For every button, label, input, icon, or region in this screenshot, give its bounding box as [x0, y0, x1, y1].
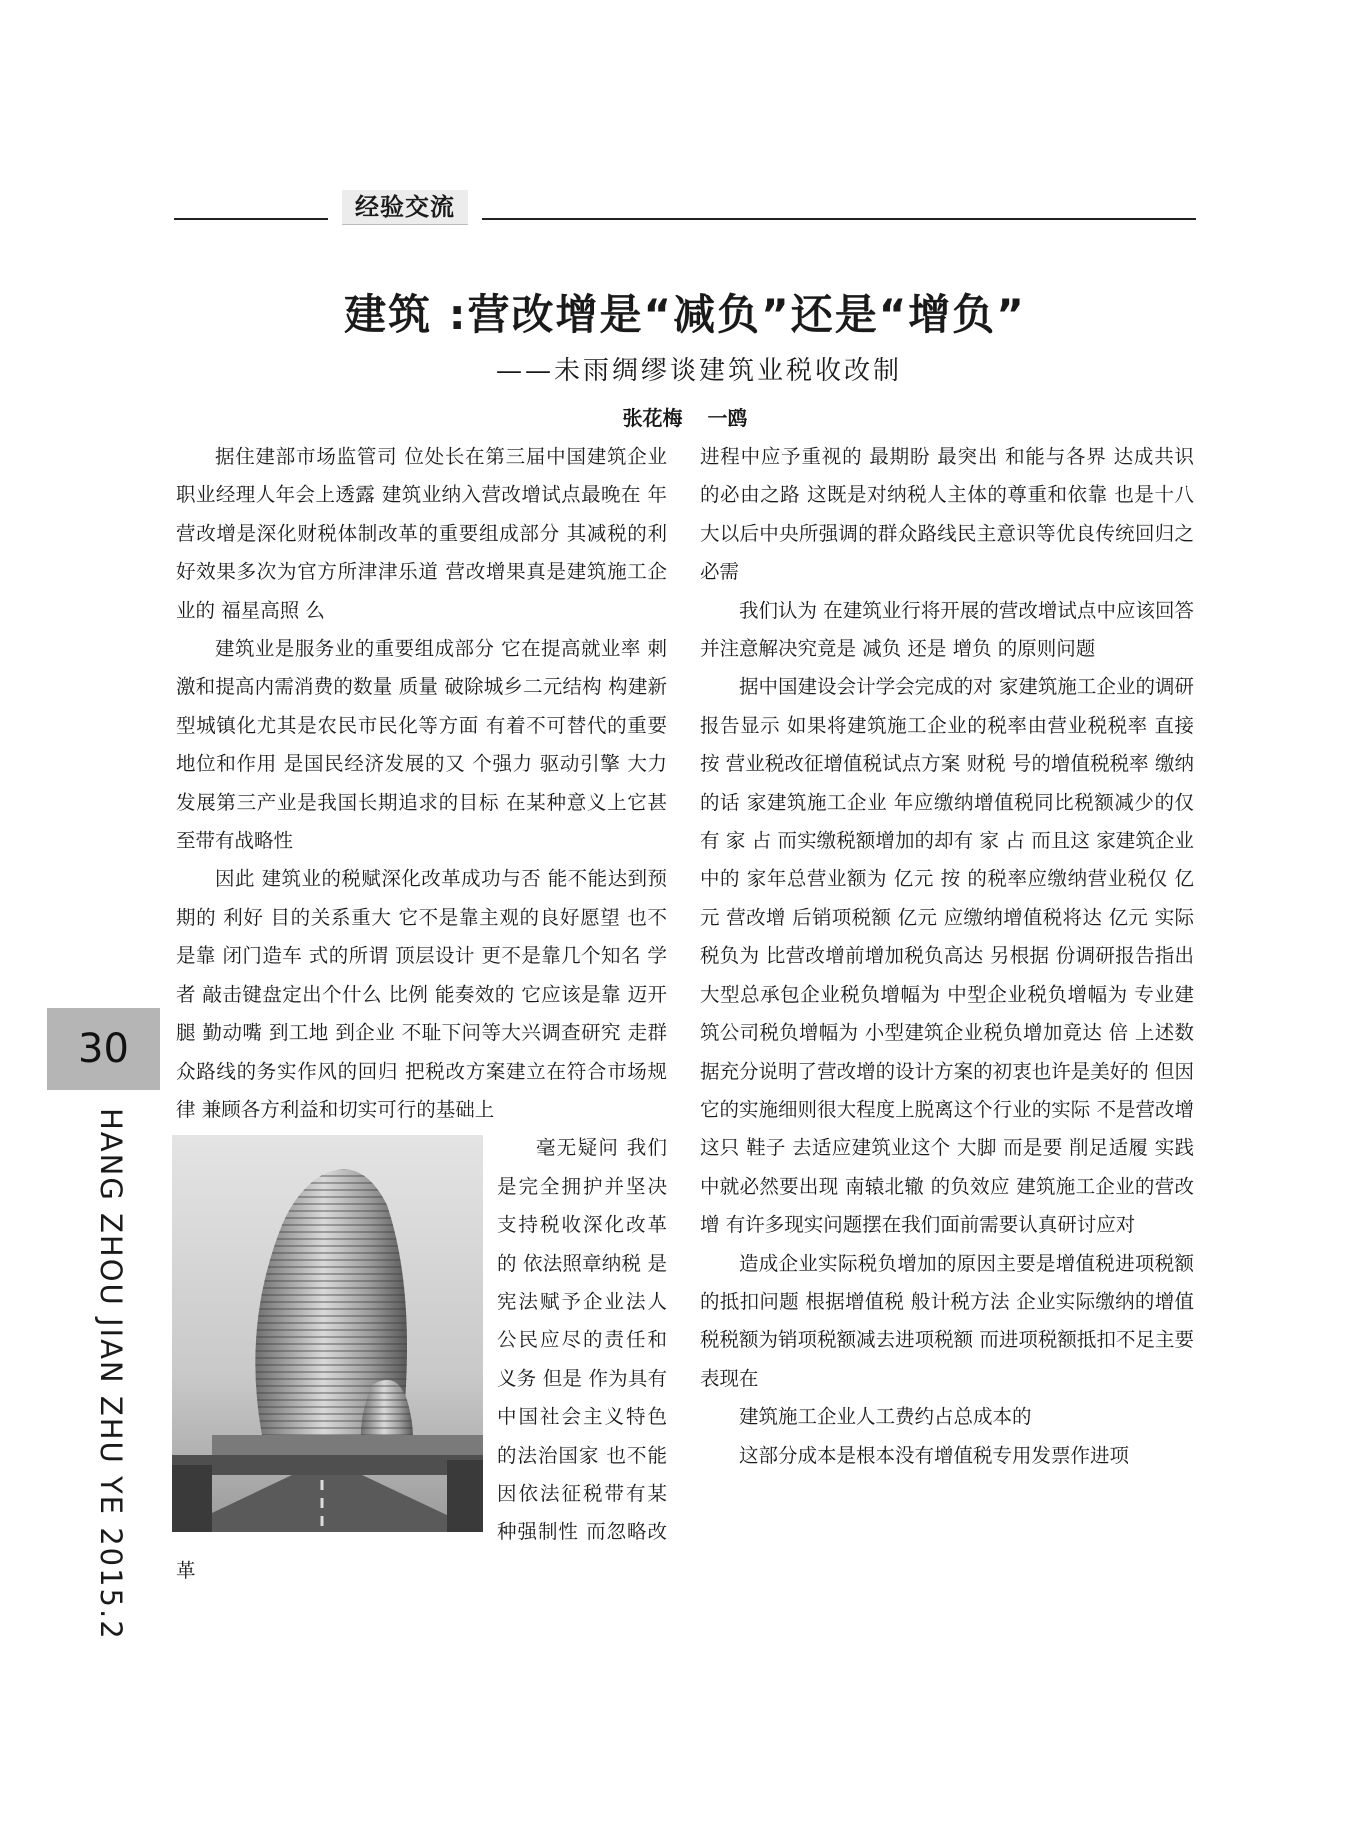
- section-rule-right: [482, 218, 1196, 220]
- left-paragraph-2: 建筑业是服务业的重要组成部分 它在提高就业率 刺激和提高内需消费的数量 质量 破除城乡二元结构 构建新型城镇化尤其是农民市民化等方面 有着不可替代的重要地位和作用 是国民经济发展的又 个强力 驱动引擎 大力发展第三产业是我国长期追求的目标 在某种意义上它甚至带有战略性: [176, 637, 667, 853]
- right-paragraph-5: 建筑施工企业人工费约占总成本的: [739, 1405, 1032, 1429]
- left-paragraph-4: 毫无疑问 我们是完全拥护并坚决支持税收深化改革的 依法照章纳税 是宪法赋予企业法人 公民应尽的责任和义务 但是 作为具有中国社会主义特色的法治国家 也不能因依法征税带有某种强制性 而忽略改革: [176, 1136, 667, 1582]
- right-column: [700, 438, 1194, 1475]
- article-title: 建筑 :营改增是“减负”还是“增负”: [344, 290, 1026, 339]
- left-column: [176, 438, 667, 1590]
- left-paragraph-1: 据住建部市场监管司 位处长在第三届中国建筑企业职业经理人年会上透露 建筑业纳入营改增试点最晚在 年 营改增是深化财税体制改革的重要组成部分 其减税的利好效果多次为官方所津津乐道 营改增果真是建筑施工企业的 福星高照 么: [176, 445, 667, 622]
- right-paragraph-4: 造成企业实际税负增加的原因主要是增值税进项税额的抵扣问题 根据增值税 般计税方法 企业实际缴纳的增值税税额为销项税额减去进项税额 而进项税额抵扣不足主要表现在: [700, 1251, 1194, 1390]
- journal-name: HANG ZHOU JIAN ZHU YE 2015.2: [94, 1108, 128, 1641]
- right-paragraph-6: 这部分成本是根本没有增值税专用发票作进项: [739, 1443, 1130, 1467]
- page-number: 30: [47, 1008, 160, 1090]
- article-subtitle: ——未雨绸缪谈建筑业税收改制: [496, 356, 903, 386]
- section-rule-left: [174, 218, 328, 220]
- right-paragraph-2: 我们认为 在建筑业行将开展的营改增试点中应该回答并注意解决究竟是 减负 还是 增负 的原则问题: [700, 598, 1194, 661]
- section-label: 经验交流: [342, 190, 468, 225]
- skyscraper-photo: [172, 1135, 483, 1532]
- right-paragraph-1: 进程中应予重视的 最期盼 最突出 和能与各界 达成共识 的必由之路 这既是对纳税人主体的尊重和依靠 也是十八大以后中央所强调的群众路线民主意识等优良传统回归之必需: [700, 445, 1194, 584]
- left-paragraph-3: 因此 建筑业的税赋深化改革成功与否 能不能达到预期的 利好 目的关系重大 它不是靠主观的良好愿望 也不是靠 闭门造车 式的所谓 顶层设计 更不是靠几个知名 学者 敲击键盘定出个什么 比例 能奏效的 它应该是靠 迈开腿 勤动嘴 到工地 到企业 不耻下问等大兴调查研究 走群众路线的务实作风的回归 把税改方案建立在符合市场规律 兼顾各方利益和切实可行的基础上: [176, 867, 667, 1121]
- article-authors: 张花梅 一鸥: [622, 406, 748, 430]
- right-paragraph-3: 据中国建设会计学会完成的对 家建筑施工企业的调研报告显示 如果将建筑施工企业的税率由营业税税率 直接按 营业税改征增值税试点方案 财税 号的增值税税率 缴纳的话 家建筑施工企业 年应缴纳增值税同比税额减少的仅有 家 占 而实缴税额增加的却有 家 占 而且这 家建筑企业中的 家年总营业额为 亿元 按 的税率应缴纳营业税仅 亿元 营改增 后销项税额 亿元 应缴纳增值税将达 亿元 实际税负为 比营改增前增加税负高达 另根据 份调研报告指出 大型总承包企业税负增幅为 中型企业税负增幅为 专业建筑公司税负增幅为 小型建筑企业税负增加竟达 倍 上述数据充分说明了营改增的设计方案的初衷也许是美好的 但因它的实施细则很大程度上脱离这个行业的实际 不是营改增这只 鞋子 去适应建筑业这个 大脚 而是要 削足适履 实践中就必然要出现 南辕北辙 的负效应 建筑施工企业的营改增 有许多现实问题摆在我们面前需要认真研讨应对: [700, 675, 1194, 1237]
- section-header: [174, 190, 1196, 226]
